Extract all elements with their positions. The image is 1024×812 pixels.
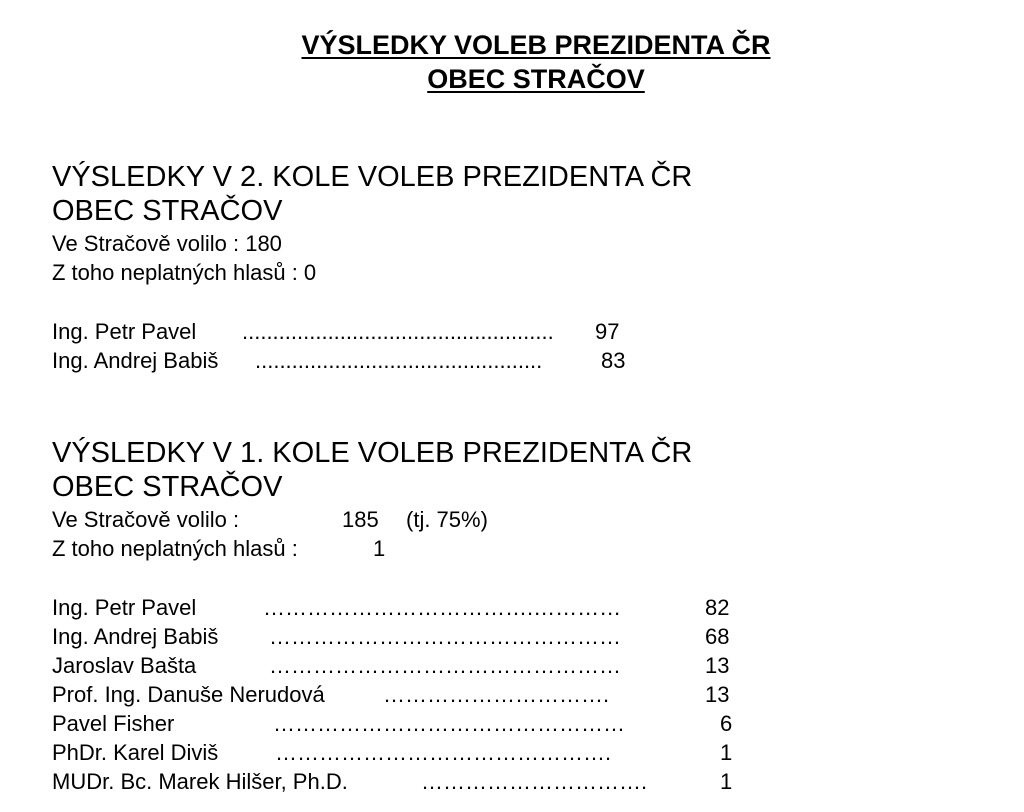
leader-dots: …………………………. — [383, 682, 610, 707]
turnout-percent: (tj. 75%) — [406, 507, 488, 532]
candidate-row — [52, 347, 626, 375]
round1-title: VÝSLEDKY V 1. KOLE VOLEB PREZIDENTA ČR — [52, 437, 693, 469]
candidate-name: Prof. Ing. Danuše Nerudová — [52, 682, 325, 707]
candidate-name: MUDr. Bc. Marek Hilšer, Ph.D. — [52, 769, 348, 794]
leader-dots: ……………………………….………… — [263, 595, 622, 620]
candidate-votes: 83 — [601, 348, 626, 373]
leader-dots: ................................................... — [242, 319, 554, 344]
invalid-value: 1 — [373, 536, 386, 561]
candidate-votes: 13 — [705, 682, 730, 707]
candidate-row — [52, 681, 730, 709]
candidate-votes: 6 — [720, 711, 733, 736]
candidate-votes: 13 — [705, 653, 730, 678]
round1-invalid-votes — [52, 535, 386, 563]
leader-dots: ………………………………………… — [269, 653, 621, 678]
page-title: VÝSLEDKY VOLEB PREZIDENTA ČR — [301, 30, 771, 60]
candidate-votes: 82 — [705, 595, 730, 620]
candidate-name: Pavel Fisher — [52, 711, 175, 736]
leader-dots: ............................................... — [255, 348, 543, 373]
round1-turnout — [52, 506, 488, 534]
candidate-name: Ing. Andrej Babiš — [52, 624, 219, 649]
candidate-row — [52, 652, 730, 680]
candidate-votes: 1 — [720, 740, 733, 765]
candidate-row — [52, 318, 620, 346]
candidate-row — [52, 710, 733, 738]
leader-dots: ………………………………………… — [269, 624, 621, 649]
page-subtitle: OBEC STRAČOV — [427, 64, 645, 94]
candidate-votes: 1 — [720, 769, 733, 794]
invalid-label: Z toho neplatných hlasů : — [52, 536, 298, 561]
candidate-name: PhDr. Karel Diviš — [52, 740, 219, 765]
leader-dots: ………………………………………. — [275, 740, 612, 765]
candidate-name: Ing. Andrej Babiš — [52, 348, 219, 373]
turnout-label: Ve Stračově volilo : — [52, 507, 240, 532]
candidate-name: Ing. Petr Pavel — [52, 319, 197, 344]
candidate-name: Jaroslav Bašta — [52, 653, 197, 678]
candidate-name: Ing. Petr Pavel — [52, 595, 197, 620]
candidate-votes: 68 — [705, 624, 730, 649]
round2-title: VÝSLEDKY V 2. KOLE VOLEB PREZIDENTA ČR — [52, 161, 693, 193]
turnout-value: 185 — [342, 507, 379, 532]
candidate-row — [52, 623, 730, 651]
round1-municipality: OBEC STRAČOV — [52, 471, 283, 503]
candidate-row — [52, 768, 733, 796]
round2-municipality: OBEC STRAČOV — [52, 195, 283, 227]
candidate-votes: 97 — [595, 319, 620, 344]
leader-dots: …………………………. — [421, 769, 648, 794]
round2-invalid-votes: Z toho neplatných hlasů : 0 — [52, 260, 317, 285]
leader-dots: ………………………………………… — [273, 711, 625, 736]
candidate-row — [52, 739, 733, 767]
candidate-row — [52, 594, 730, 622]
round2-turnout: Ve Stračově volilo : 180 — [52, 231, 282, 256]
